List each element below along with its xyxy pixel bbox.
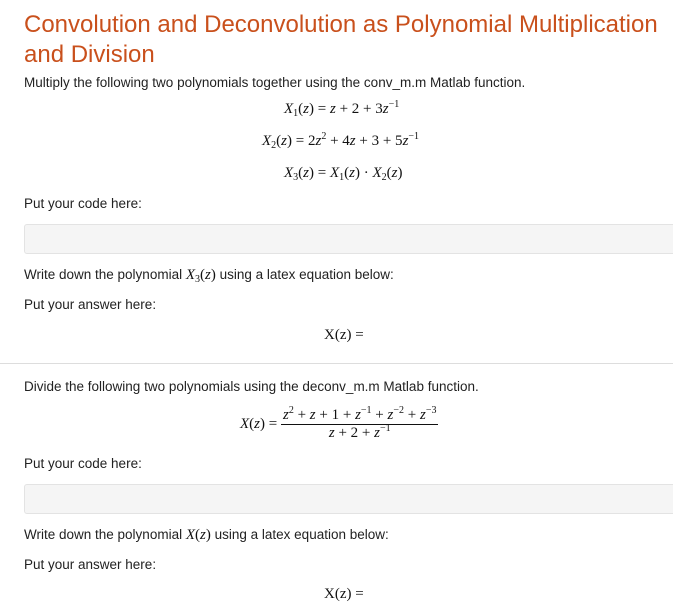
equation-division: X(z) = $\frac{z^2 + z + 1 + z^{-1} + z^{-2} + z^{-3}}{z + 2 + z^{-1}}$: [240, 405, 437, 441]
divide-instruction: Divide the following two polynomials using the deconv_m.m Matlab function.: [24, 379, 479, 394]
write-prompt-2-pre: Write down the polynomial: [24, 527, 183, 542]
division-fraction: $\frac{z^2 + z + 1 + z^{-1} + z^{-2} + z^{-3}}{z + 2 + z^{-1}}$: [282, 405, 437, 441]
equation-x2: $X_2(z) = 2z^2 + 4z + 3 + 5z^{-1}$: [262, 131, 420, 151]
code-prompt-1: Put your code here:: [24, 196, 142, 211]
equation-x3: $X_3(z) = X_1(z) \cdot X_2(z)$: [284, 165, 403, 183]
multiply-instruction: Multiply the following two polynomials together using the conv_m.m Matlab function.: [24, 75, 526, 90]
answer-field-1[interactable]: X(z) =: [324, 327, 364, 343]
answer-field-2[interactable]: X(z) =: [324, 586, 364, 602]
answer-prompt-2: Put your answer here:: [24, 557, 157, 572]
page-title: Convolution and Deconvolution as Polynomial Multiplication and Division: [24, 11, 658, 68]
answer-prompt-1: Put your answer here:: [24, 297, 157, 312]
write-prompt-1-pre: Write down the polynomial: [24, 267, 183, 282]
code-input-1[interactable]: [24, 224, 673, 254]
write-prompt-1-symbol: $X_3(z)$: [185, 267, 216, 285]
section-divider: [0, 363, 673, 364]
code-input-2[interactable]: [24, 484, 673, 514]
write-prompt-2: [24, 526, 389, 544]
write-prompt-2-symbol: X(z): [185, 527, 211, 543]
write-prompt-2-post: using a latex equation below:: [214, 527, 389, 542]
equation-x1: $X_1(z) = z + 2 + 3z^{-1}$: [284, 99, 400, 119]
code-prompt-2: Put your code here:: [24, 456, 142, 471]
write-prompt-1-post: using a latex equation below:: [219, 267, 394, 282]
write-prompt-1: [24, 266, 394, 284]
